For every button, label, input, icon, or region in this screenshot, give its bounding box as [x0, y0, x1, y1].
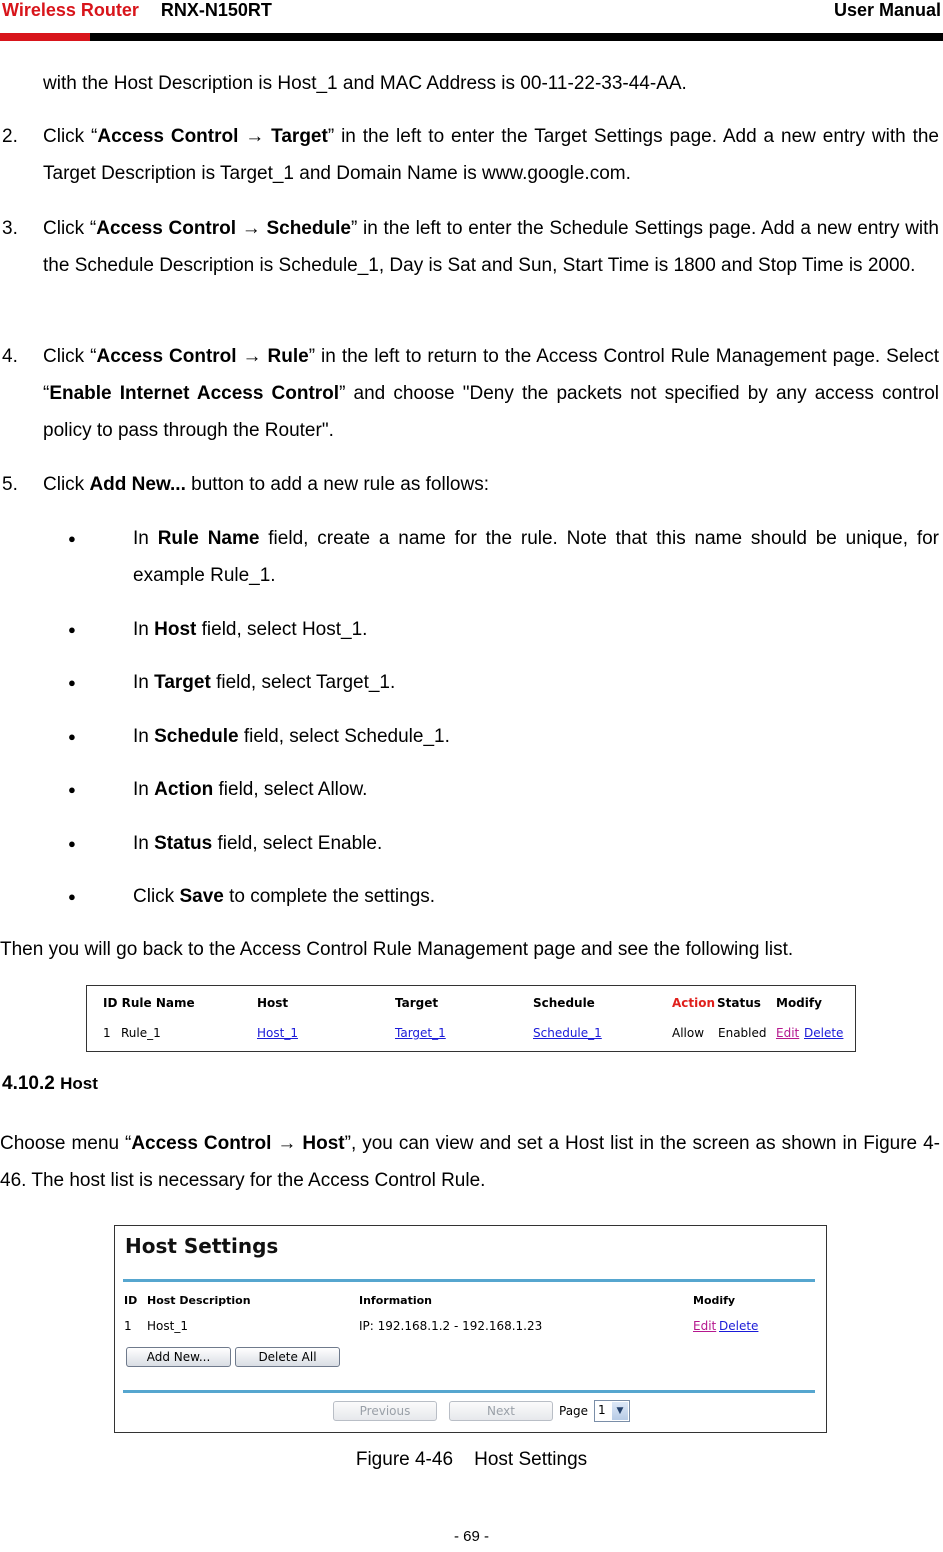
step-text: ” in the left to enter the Schedule Settings page. Add a new entry with the Schedule Description is Schedule_1, Day is Sat and Sun, Start Time is 1800 and Stop Time is 2000.	[43, 218, 940, 276]
bullet-text: In	[133, 726, 155, 747]
step-number: 4.	[2, 346, 18, 367]
host-row-information: IP: 192.168.1.2 - 192.168.1.23	[359, 1319, 543, 1333]
cell-id: 1	[103, 1026, 111, 1040]
next-button[interactable]: Next	[449, 1401, 553, 1421]
step-bold: Access Control → Schedule	[96, 218, 351, 239]
page-header	[0, 0, 943, 44]
col-header-target: Target	[395, 996, 439, 1010]
top-divider	[123, 1279, 815, 1282]
choose-paragraph	[0, 1125, 940, 1199]
bullet-text: field, select Allow.	[213, 779, 368, 800]
col-header-information: Information	[359, 1294, 432, 1307]
host-row-description: Host_1	[147, 1319, 188, 1333]
page-number: - 69 -	[453, 1528, 489, 1545]
step-bold: Access Control → Rule	[96, 346, 309, 367]
step-number: 2.	[2, 126, 18, 147]
col-header-status: Status	[717, 996, 761, 1010]
step-text: ” in the left to enter the Target Settings page. Add a new entry with the Target Description is Target_1 and Domain Name is www.google.com.	[43, 126, 939, 184]
rule-list-screenshot	[86, 985, 856, 1052]
step-number: 5.	[2, 474, 18, 495]
col-header-action: Action	[672, 996, 716, 1010]
col-header-modify: Modify	[693, 1294, 736, 1307]
step-number: 3.	[2, 218, 18, 239]
host-settings-screenshot	[114, 1225, 827, 1433]
bullet-text: field, select Target_1.	[210, 672, 396, 693]
step-text: Click “	[43, 126, 98, 147]
col-header-host-description: Host Description	[147, 1294, 251, 1307]
bullet-text: field, create a name for the rule. Note that this name should be unique, for example Rule_1.	[133, 528, 940, 586]
bullet-dot: ●	[68, 782, 76, 797]
intro-line: with the Host Description is Host_1 and MAC Address is 00-11-22-33-44-AA.	[43, 73, 687, 94]
add-new-button[interactable]: Add New...	[126, 1347, 231, 1367]
page-select-value: 1	[598, 1403, 606, 1417]
host-row-id: 1	[124, 1319, 132, 1333]
step-text: button to add a new rule as follows:	[185, 474, 490, 495]
header-rule-accent	[0, 33, 90, 41]
section-number: 4.10.2	[2, 1073, 55, 1094]
then-line: Then you will go back to the Access Control Rule Management page and see the following list.	[0, 939, 794, 960]
bullet-bold: Save	[179, 886, 224, 907]
step-bold: Access Control → Target	[97, 126, 328, 147]
host-link[interactable]: Host_1	[257, 1026, 298, 1040]
edit-link[interactable]: Edit	[776, 1026, 800, 1040]
cell-action: Allow	[672, 1026, 705, 1040]
cell-status: Enabled	[718, 1026, 767, 1040]
bullet-dot: ●	[68, 889, 76, 904]
col-header-schedule: Schedule	[533, 996, 595, 1010]
bottom-divider	[123, 1390, 815, 1393]
step-2-text	[43, 118, 939, 192]
para-text: ”, you can view and set a Host list in the screen as shown in Figure 4-46. The host list is necessary for the Access Control Rule.	[0, 1133, 941, 1191]
bullet-dot: ●	[68, 729, 76, 744]
bullet-text: In	[133, 672, 155, 693]
bullet-item	[133, 771, 939, 808]
header-manual: User Manual	[833, 0, 941, 20]
bullet-text: field, select Schedule_1.	[238, 726, 450, 747]
previous-button[interactable]: Previous	[333, 1401, 437, 1421]
bullet-bold: Host	[154, 619, 197, 640]
delete-link[interactable]: Delete	[719, 1319, 759, 1333]
delete-all-button[interactable]: Delete All	[235, 1347, 340, 1367]
bullet-text: field, select Host_1.	[196, 619, 368, 640]
bullet-text: In	[133, 833, 155, 854]
col-header-host: Host	[257, 996, 289, 1010]
schedule-link[interactable]: Schedule_1	[533, 1026, 602, 1040]
cell-rule-name: Rule_1	[121, 1026, 161, 1040]
col-header-id: ID	[124, 1294, 138, 1307]
bullet-dot: ●	[68, 836, 76, 851]
step-4-text	[43, 338, 939, 449]
bullet-item	[133, 611, 939, 648]
step-bold: Enable Internet Access Control	[49, 383, 340, 404]
bullet-bold: Target	[154, 672, 211, 693]
chevron-down-icon: ▼	[612, 1402, 628, 1420]
col-header-modify: Modify	[776, 996, 822, 1010]
step-text: ” in the left to return to the Access Control Rule Management page. Select “	[43, 346, 939, 404]
step-3-text	[43, 210, 939, 284]
section-title: Host	[60, 1074, 98, 1093]
bullet-text: to complete the settings.	[223, 886, 436, 907]
bullet-dot: ●	[68, 675, 76, 690]
bullet-text: field, select Enable.	[212, 833, 383, 854]
step-text: ” and choose "Deny the packets not specified by any access control policy to pass through the Router".	[43, 383, 939, 441]
figure-caption: Figure 4-46 Host Settings	[355, 1449, 588, 1470]
para-bold: Access Control → Host	[131, 1133, 345, 1154]
page-select[interactable]	[594, 1400, 630, 1422]
step-text: Click “	[43, 218, 97, 239]
bullet-dot: ●	[68, 531, 76, 546]
para-text: Choose menu “	[0, 1133, 132, 1154]
bullet-item	[133, 520, 939, 594]
header-left	[2, 0, 272, 21]
bullet-text: In	[133, 779, 155, 800]
page-label: Page	[559, 1404, 589, 1418]
step-text: Click	[43, 474, 90, 495]
step-text: Click “	[43, 346, 97, 367]
section-heading	[2, 1073, 98, 1095]
header-model: RNX-N150RT	[160, 0, 272, 20]
bullet-item	[133, 878, 939, 915]
step-bold: Add New...	[89, 474, 186, 495]
header-rule	[0, 33, 943, 41]
bullet-bold: Action	[154, 779, 214, 800]
edit-link[interactable]: Edit	[693, 1319, 717, 1333]
bullet-item	[133, 825, 939, 862]
bullet-bold: Schedule	[154, 726, 239, 747]
bullet-text: In	[133, 528, 158, 549]
bullet-item	[133, 664, 939, 701]
bullet-bold: Rule Name	[157, 528, 260, 549]
header-brand: Wireless Router	[2, 0, 139, 20]
bullet-text: Click	[133, 886, 180, 907]
delete-link[interactable]: Delete	[804, 1026, 844, 1040]
col-header-id-rule: ID Rule Name	[103, 996, 195, 1010]
bullet-item	[133, 718, 939, 755]
bullet-text: In	[133, 619, 155, 640]
bullet-bold: Status	[154, 833, 213, 854]
host-settings-title: Host Settings	[125, 1234, 279, 1258]
target-link[interactable]: Target_1	[395, 1026, 446, 1040]
bullet-dot: ●	[68, 622, 76, 637]
step-5-text	[43, 466, 939, 503]
